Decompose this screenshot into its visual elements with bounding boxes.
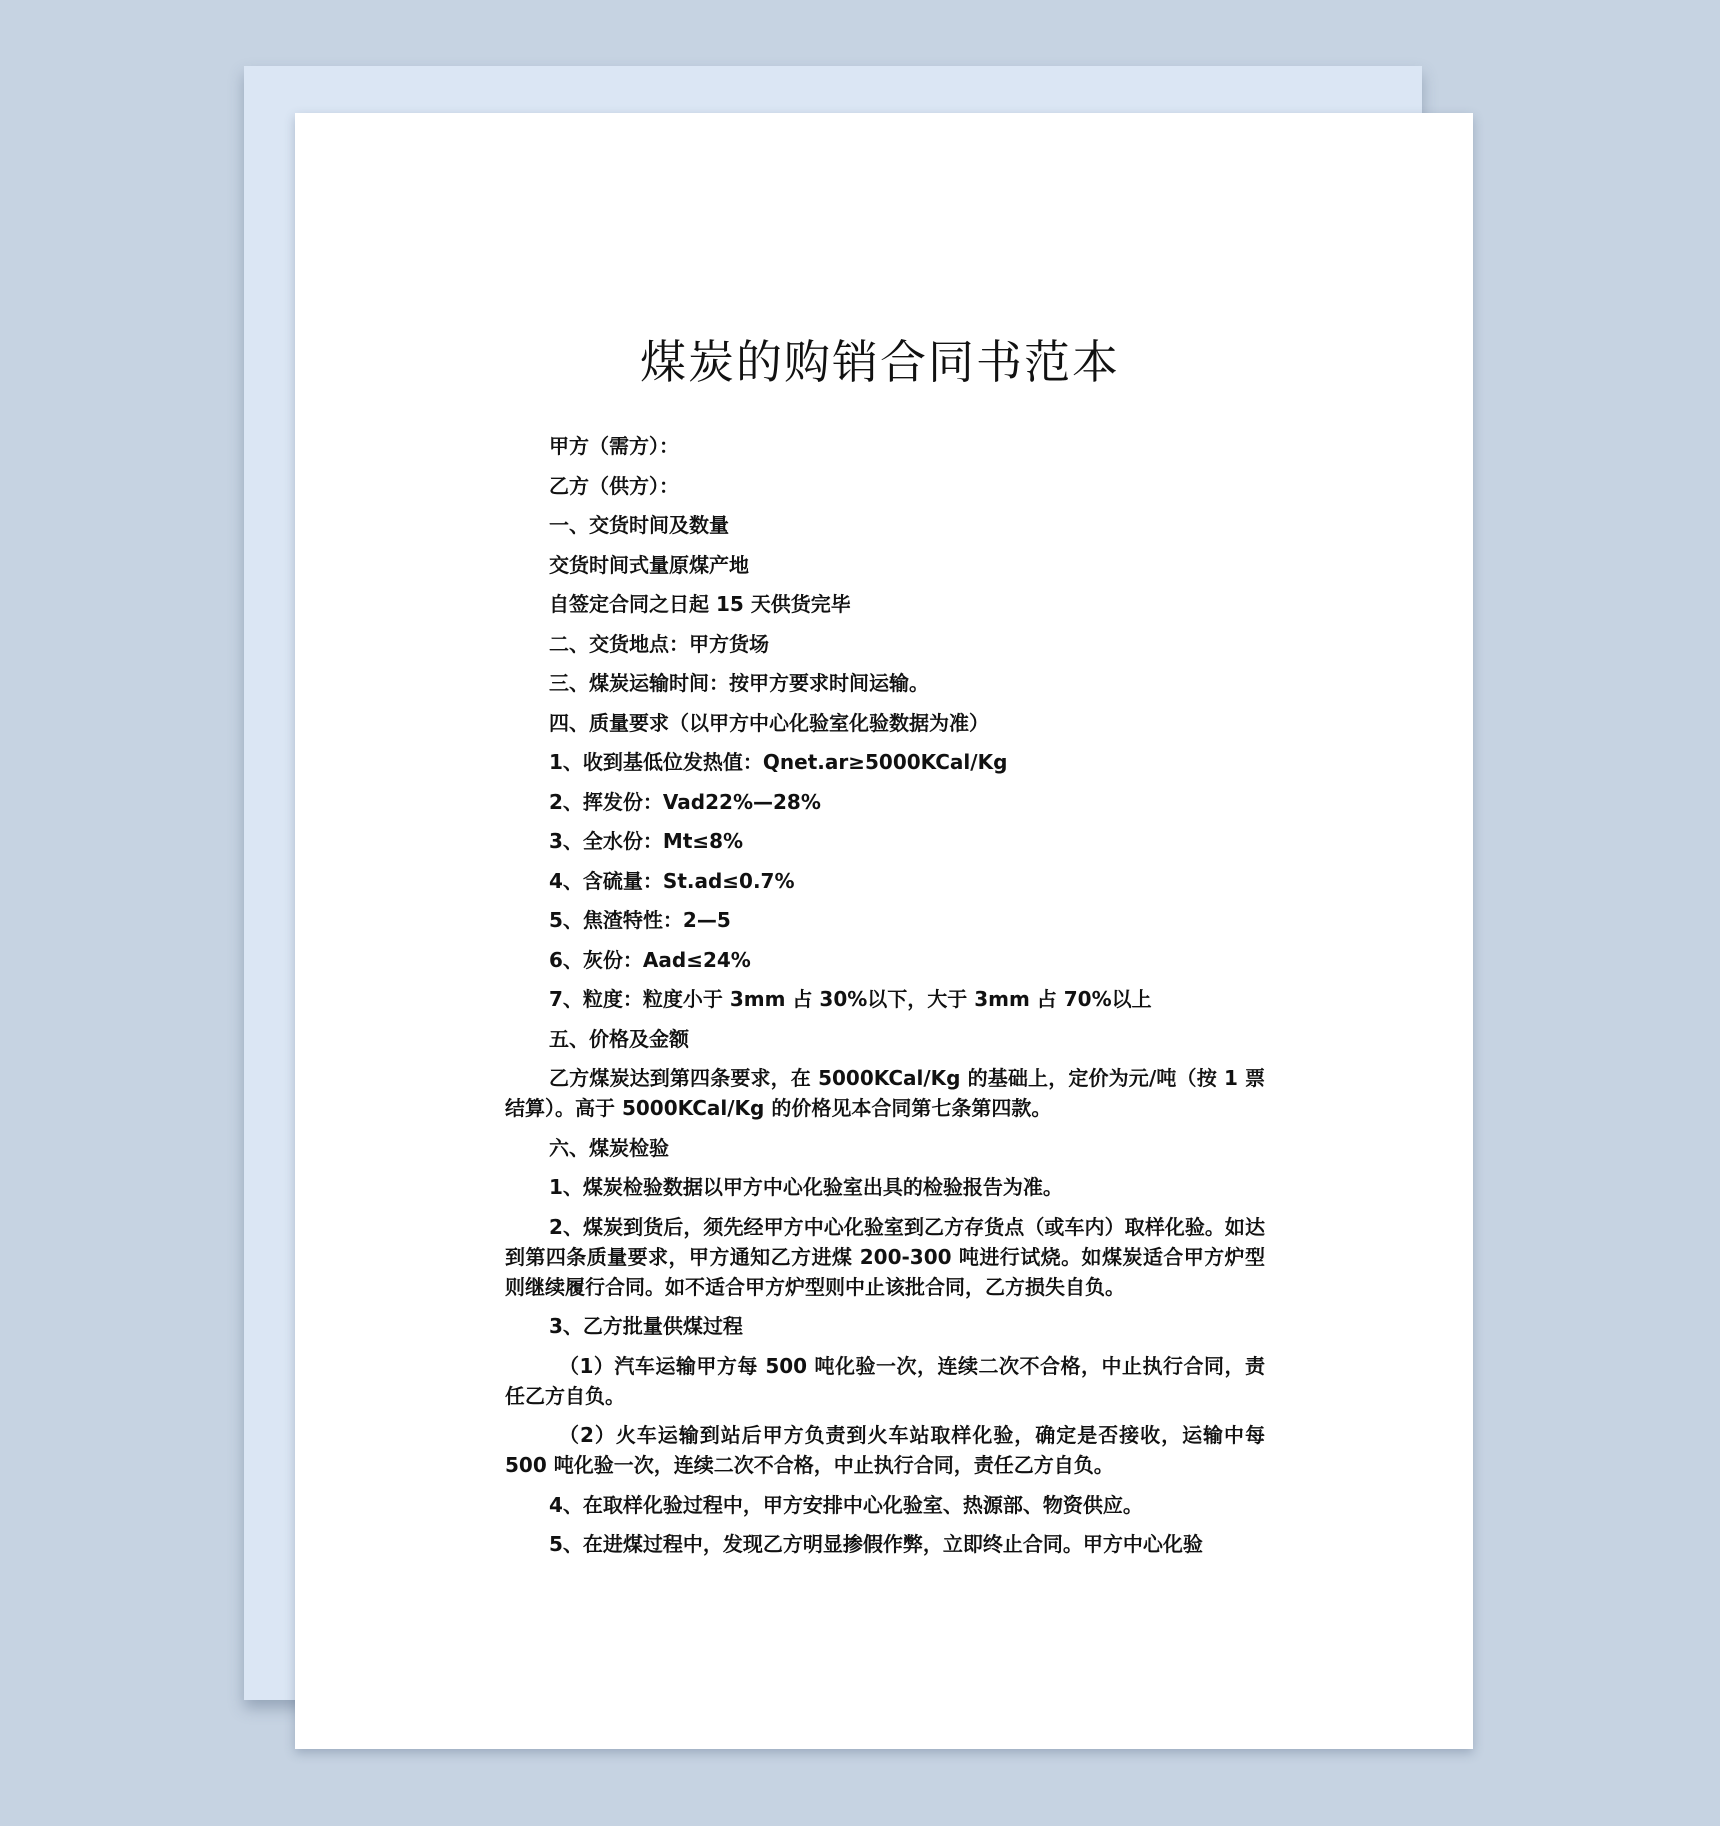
paragraph: 6、灰份：Aad≤24% (549, 947, 751, 972)
paragraph: 2、煤炭到货后，须先经甲方中心化验室到乙方存货点（或车内）取样化验。如达到第四条质量要求，甲方通知乙方进煤 200-300 吨进行试烧。如煤炭适合甲方炉型则继续履行合同。如不适合甲方炉型则中止该批合同，乙方损失自负。 (505, 1214, 1265, 1299)
paragraph: 5、焦渣特性：2—5 (549, 908, 731, 932)
paragraph: 自签定合同之日起 15 天供货完毕 (549, 592, 851, 616)
paragraph: 5、在进煤过程中，发现乙方明显掺假作弊，立即终止合同。甲方中心化验 (549, 1532, 1203, 1556)
paragraph: 五、价格及金额 (549, 1026, 689, 1051)
paragraph: 4、含硫量：St.ad≤0.7% (549, 868, 795, 893)
paragraph: 1、煤炭检验数据以甲方中心化验室出具的检验报告为准。 (549, 1175, 1063, 1199)
paragraph: 六、煤炭检验 (549, 1135, 669, 1160)
paragraph: 7、粒度：粒度小于 3mm 占 30%以下，大于 3mm 占 70%以上 (549, 987, 1152, 1011)
paragraph: 乙方（供方）： (549, 473, 679, 498)
document-body (505, 431, 1265, 1569)
paragraph: 四、质量要求（以甲方中心化验室化验数据为准） (549, 710, 989, 735)
document-page (295, 113, 1473, 1749)
paragraph: 3、乙方批量供煤过程 (549, 1314, 743, 1338)
paragraph: 1、收到基低位发热值：Qnet.ar≥5000KCal/Kg (549, 750, 1008, 774)
paragraph: 3、全水份：Mt≤8% (549, 829, 744, 853)
paragraph: 2、挥发份：Vad22%—28% (549, 789, 821, 814)
paragraph: （2）火车运输到站后甲方负责到火车站取样化验，确定是否接收，运输中每 500 吨化验一次，连续二次不合格，中止执行合同，责任乙方自负。 (505, 1423, 1265, 1477)
document-title: 煤炭的购销合同书范本 (640, 335, 1120, 389)
paragraph: 甲方（需方）： (549, 434, 679, 458)
paragraph: 4、在取样化验过程中，甲方安排中心化验室、热源部、物资供应。 (549, 1492, 1143, 1517)
paragraph: 二、交货地点：甲方货场 (549, 631, 769, 656)
paragraph: 乙方煤炭达到第四条要求，在 5000KCal/Kg 的基础上，定价为元/吨（按 1 票结算）。高于 5000KCal/Kg 的价格见本合同第七条第四款。 (505, 1066, 1265, 1120)
paragraph: （1）汽车运输甲方每 500 吨化验一次，连续二次不合格，中止执行合同，责任乙方自负。 (505, 1353, 1265, 1408)
paragraph: 三、煤炭运输时间：按甲方要求时间运输。 (549, 671, 929, 695)
paragraph: 一、交货时间及数量 (549, 513, 729, 537)
paragraph: 交货时间式量原煤产地 (549, 552, 749, 577)
